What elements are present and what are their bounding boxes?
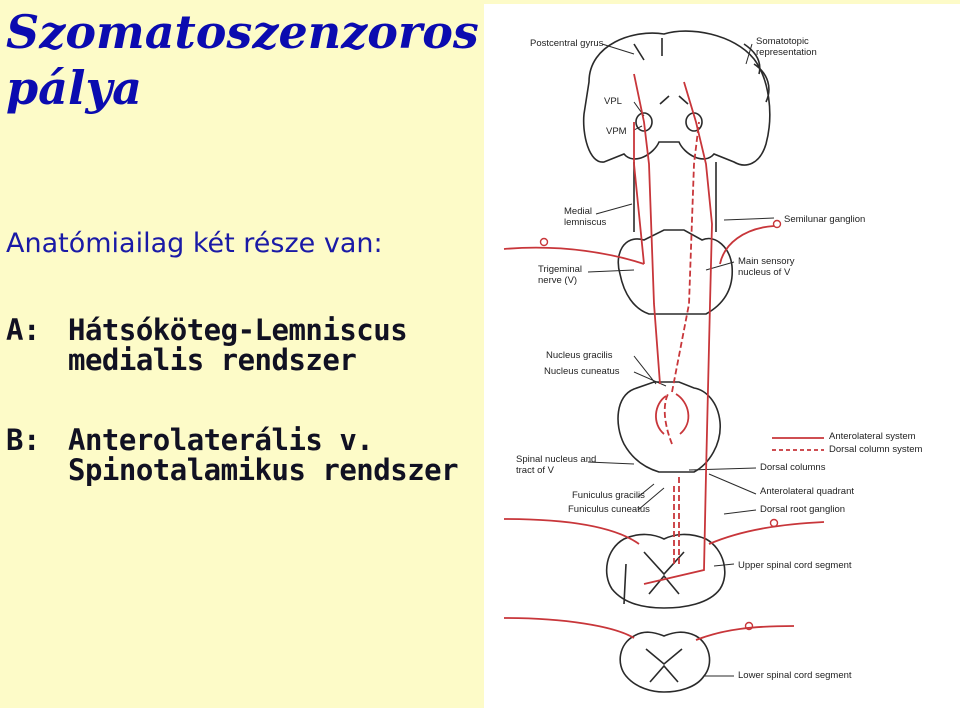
item-a-line1: Hátsóköteg-Lemniscus (68, 313, 408, 347)
label-main-sensory-nucleus: Main sensory nucleus of V (738, 256, 795, 278)
label-funiculus-gracilis: Funiculus gracilis (572, 490, 645, 501)
slide-title-line1: Szomatoszenzoros (6, 5, 479, 59)
label-semilunar-ganglion: Semilunar ganglion (784, 214, 866, 225)
label-medial-lemniscus: Medial lemniscus (564, 206, 607, 228)
item-b-line1: Anterolaterális v. (68, 423, 374, 457)
label-spinal-nucleus: Spinal nucleus and tract of V (516, 454, 597, 476)
item-b-line2: Spinotalamikus rendszer (68, 453, 459, 487)
cortex-sulci (634, 38, 769, 102)
label-funiculus-cuneatus: Funiculus cuneatus (568, 504, 650, 515)
item-a-line2: medialis rendszer (68, 343, 357, 377)
slide-title (6, 4, 479, 116)
item-b-letter: B: (6, 423, 40, 457)
somatosensory-pathway-diagram (484, 4, 960, 708)
ventricle (660, 96, 688, 104)
label-dorsal-column-system: Dorsal column system (829, 444, 923, 455)
label-nucleus-cuneatus: Nucleus cuneatus (544, 366, 620, 377)
label-vpm: VPM (606, 126, 627, 137)
slide-title-line2: pálya (6, 61, 142, 115)
label-somatotopic: Somatotopic representation (756, 36, 817, 58)
label-trigeminal-nerve: Trigeminal nerve (V) (538, 264, 582, 286)
dorsal-column-pathway (665, 122, 699, 564)
lower-cord-outline (620, 632, 709, 692)
item-a-letter: A: (6, 313, 40, 347)
label-lower-spinal-segment: Lower spinal cord segment (738, 670, 852, 681)
trigeminal-ganglion (541, 239, 548, 246)
label-dorsal-root-ganglion: Dorsal root ganglion (760, 504, 846, 515)
label-vpl: VPL (604, 96, 622, 107)
semilunar-ganglion (774, 221, 781, 228)
trigeminal-pathway (504, 122, 644, 264)
label-upper-spinal-segment: Upper spinal cord segment (738, 560, 852, 571)
intro-text: Anatómiailag két része van: (6, 228, 383, 259)
lower-cord-gray (646, 649, 682, 682)
medulla-outline (618, 382, 720, 472)
anterolateral-pathway (644, 82, 712, 584)
upper-root (504, 519, 824, 544)
leader-lines (588, 44, 774, 676)
label-anterolateral-quadrant: Anterolateral quadrant (760, 486, 855, 497)
pons-outline (618, 230, 732, 314)
upper-drg (771, 520, 778, 527)
lemniscus-pathway (634, 74, 660, 384)
label-postcentral-gyrus: Postcentral gyrus (530, 38, 604, 49)
label-anterolateral-system: Anterolateral system (829, 431, 916, 442)
label-nucleus-gracilis: Nucleus gracilis (546, 350, 613, 361)
label-dorsal-columns: Dorsal columns (760, 462, 826, 473)
upper-cord-gray (644, 552, 684, 594)
medulla-fibers (656, 394, 688, 434)
